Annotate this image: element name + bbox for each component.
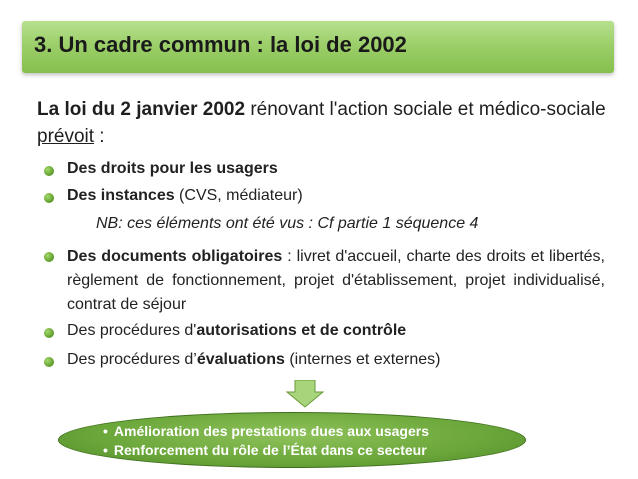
bullet-instances: [67, 187, 303, 205]
bullet-evaluations-rest: (internes et externes): [284, 351, 441, 368]
outcome-bullet-icon: •: [103, 442, 108, 458]
bullet-droits-text: Des droits pour les usagers: [67, 160, 278, 177]
intro-underlined: prévoit: [37, 126, 95, 147]
bullet-dot-icon: [44, 252, 54, 262]
bullet-procedures-bold: autorisations et de contrôle: [196, 322, 407, 339]
intro-normal: rénovant l'action sociale et médico-sociale: [245, 99, 606, 120]
nb-note: NB: ces éléments ont été vus : Cf partie 1 séquence 4: [96, 215, 479, 232]
bullet-documents: [67, 245, 605, 317]
intro-end: :: [94, 126, 105, 147]
outcome-ellipse: [58, 412, 526, 468]
bullet-evaluations-pre: Des procédures d’: [67, 351, 197, 368]
outcome-bullet-icon: •: [103, 423, 108, 439]
bullet-droits: [67, 160, 278, 178]
outcome-text: Amélioration des prestations dues aux usagers: [113, 423, 430, 439]
bullet-evaluations: [67, 351, 441, 369]
bullet-instances-rest: (CVS, médiateur): [174, 187, 303, 204]
bullet-procedures-pre: Des procédures d': [67, 322, 197, 339]
bullet-dot-icon: [44, 328, 54, 338]
outcome-item: [103, 442, 427, 458]
down-arrow-icon: [285, 380, 325, 408]
intro-paragraph: [37, 96, 617, 150]
intro-bold: La loi du 2 janvier 2002: [37, 99, 246, 120]
bullet-procedures: [67, 322, 406, 340]
bullet-instances-bold: Des instances: [67, 187, 175, 204]
bullet-dot-icon: [44, 193, 54, 203]
bullet-dot-icon: [44, 357, 54, 367]
outcome-text: Renforcement du rôle de l’État dans ce secteur: [113, 442, 427, 458]
bullet-evaluations-bold: évaluations: [196, 351, 285, 368]
bullet-documents-rest: : livret d'accueil, charte des droits et libertés, règlement de fonctionnement, projet d'établissement, projet individualisé, contrat de séjour: [67, 248, 606, 313]
slide-title: 3. Un cadre commun : la loi de 2002: [34, 32, 407, 57]
bullet-dot-icon: [44, 166, 54, 176]
bullet-documents-bold: Des documents obligatoires: [67, 248, 283, 265]
outcome-item: [103, 423, 429, 439]
